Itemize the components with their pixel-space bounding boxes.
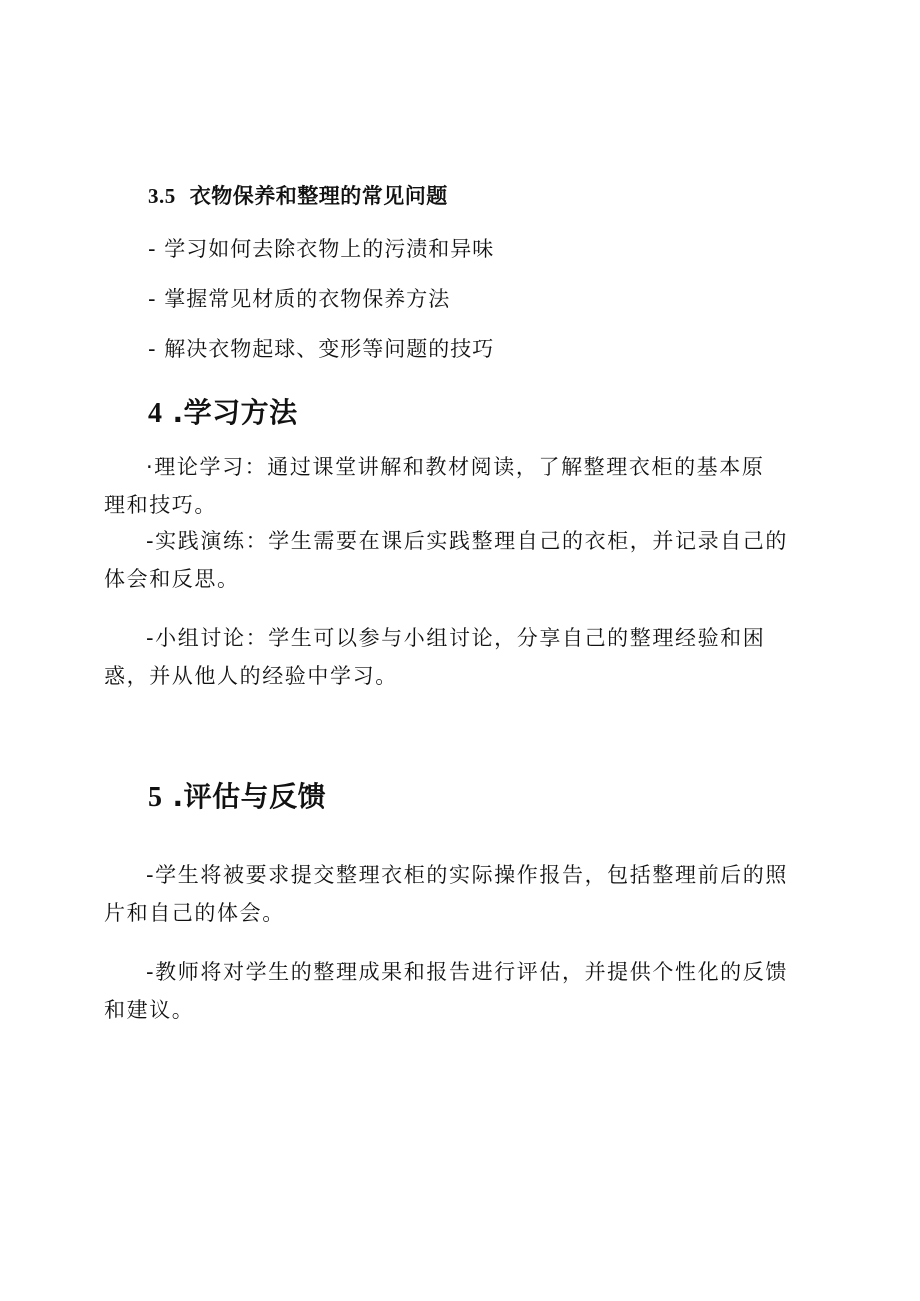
list-item: - 解决衣物起球、变形等问题的技巧 (148, 337, 495, 361)
paragraph (104, 619, 824, 695)
paragraph-line: 体会和反思。 (104, 567, 240, 591)
paragraph (104, 953, 824, 1029)
paragraph-line: ·理论学习：通过课堂讲解和教材阅读，了解整理衣柜的基本原 (146, 455, 765, 479)
paragraph-line: -小组讨论：学生可以参与小组讨论，分享自己的整理经验和困 (146, 626, 766, 650)
subsection-heading (148, 181, 448, 211)
paragraph-line: 和建议。 (104, 998, 195, 1022)
paragraph-line: 惑，并从他人的经验中学习。 (104, 664, 398, 688)
list-item: - 掌握常见材质的衣物保养方法 (148, 287, 451, 311)
subsection-number: 3.5 (148, 184, 176, 208)
paragraph-line: -教师将对学生的整理成果和报告进行评估，并提供个性化的反馈 (146, 960, 788, 984)
list-item: - 学习如何去除衣物上的污渍和异味 (148, 237, 495, 261)
paragraph-line: -实践演练：学生需要在课后实践整理自己的衣柜，并记录自己的 (146, 529, 788, 553)
section-4-title: .学习方法 (172, 396, 298, 429)
section-5-heading (148, 777, 326, 818)
section-4-heading (148, 393, 298, 434)
paragraph (104, 856, 824, 932)
section-5-title: .评估与反馈 (172, 780, 327, 813)
paragraph (104, 522, 824, 598)
paragraph (104, 448, 824, 524)
paragraph-line: 理和技巧。 (104, 493, 217, 517)
section-4-number: 4 (148, 398, 163, 429)
paragraph-line: 片和自己的体会。 (104, 901, 285, 925)
paragraph-line: -学生将被要求提交整理衣柜的实际操作报告，包括整理前后的照 (146, 863, 788, 887)
section-5-number: 5 (148, 782, 163, 813)
subsection-title: 衣物保养和整理的常见问题 (189, 184, 448, 208)
